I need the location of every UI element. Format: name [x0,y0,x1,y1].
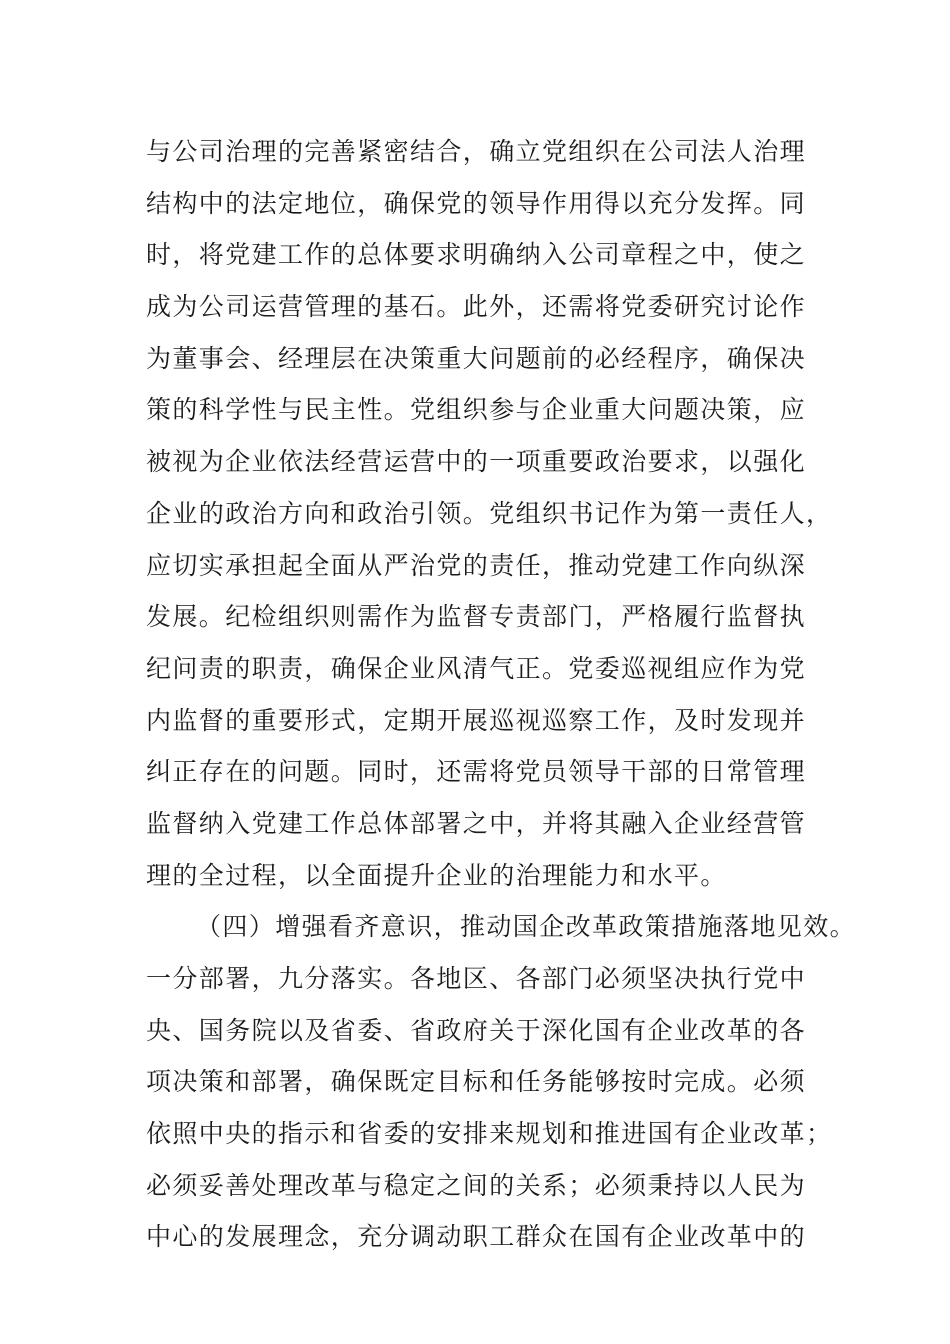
text-line: 内监督的重要形式，定期开展巡视巡察工作，及时发现并 [146,705,807,735]
section-heading-line: （四）增强看齐意识，推动国企改革政策措施落地见效。 [196,912,857,942]
text-line: 一分部署，九分落实。各地区、各部门必须坚决执行党中 [146,964,807,993]
text-line: 中心的发展理念，充分调动职工群众在国有企业改革中的 [146,1222,807,1252]
text-line: 成为公司运营管理的基石。此外，还需将党委研究讨论作 [146,292,807,322]
text-line: 依照中央的指示和省委的安排来规划和推进国有企业改革； [146,1119,833,1149]
text-line: 企业的政治方向和政治引领。党组织书记作为第一责任人， [146,498,833,528]
text-line: 为董事会、经理层在决策重大问题前的必经程序，确保决 [146,343,807,373]
body-text [146,133,866,1270]
text-line: 纠正存在的问题。同时，还需将党员领导干部的日常管理 [146,757,807,787]
text-line: 监督纳入党建工作总体部署之中，并将其融入企业经营管 [146,808,807,838]
text-line: 纪问责的职责，确保企业风清气正。党委巡视组应作为党 [146,653,807,683]
text-line: 必须妥善处理改革与稳定之间的关系；必须秉持以人民为 [146,1170,807,1200]
text-line: 与公司治理的完善紧密结合，确立党组织在公司法人治理 [146,137,807,166]
text-line: 结构中的法定地位，确保党的领导作用得以充分发挥。同 [146,188,807,218]
text-line: 应切实承担起全面从严治党的责任，推动党建工作向纵深 [146,550,807,580]
text-line: 策的科学性与民主性。党组织参与企业重大问题决策，应 [146,395,807,425]
text-line: 理的全过程，以全面提升企业的治理能力和水平。 [146,860,727,890]
text-line: 时，将党建工作的总体要求明确纳入公司章程之中，使之 [146,240,807,270]
text-line: 项决策和部署，确保既定目标和任务能够按时完成。必须 [146,1067,807,1097]
text-line: 央、国务院以及省委、省政府关于深化国有企业改革的各 [146,1015,807,1045]
text-line: 被视为企业依法经营运营中的一项重要政治要求，以强化 [146,447,807,477]
text-line: 发展。纪检组织则需作为监督专责部门，严格履行监督执 [146,602,807,632]
